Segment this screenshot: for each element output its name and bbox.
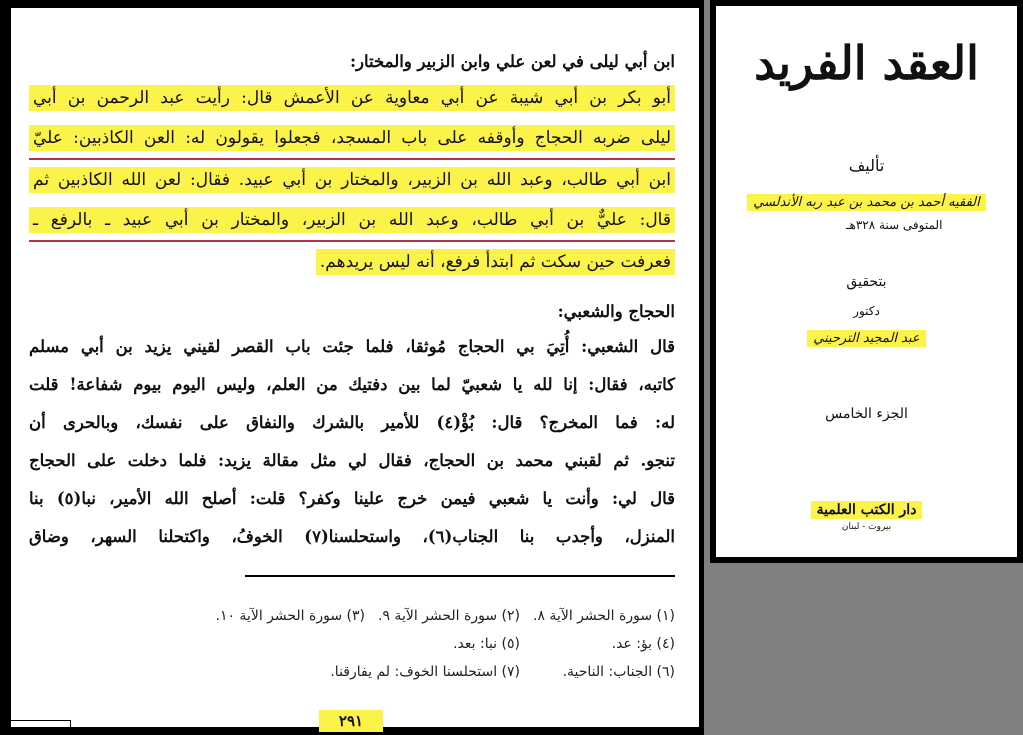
publisher-name: دار الكتب العلمية	[811, 501, 923, 519]
text-line: تنجو. ثم لقبني محمد بن الحجاج، فقال لي مثل مقالة يزيد: فلما دخلت على الحجاج	[29, 451, 675, 470]
book-cover-scan	[710, 0, 1023, 563]
footnote: (٤) بؤ: عد.	[611, 636, 675, 652]
text-line: ليلى ضربه الحجاج وأوقفه على باب المسجد، فجعلوا يقولون له: العن الكاذبين: عليّ	[29, 118, 675, 160]
edited-label: بتحقيق	[846, 274, 887, 290]
footnote-row	[131, 658, 675, 686]
footnote: (٢) سورة الحشر الآية ٩.	[378, 608, 520, 624]
text-line: له: فما المخرج؟ قال: بُؤْ(٤) للأمير بالشرك والنفاق على نفسك، وبالحرى أن	[29, 413, 675, 432]
footnote-row	[131, 630, 675, 658]
cover-title: العقد الفريد	[754, 36, 979, 90]
body-paragraph	[29, 328, 675, 556]
text-line: قال: عليٌّ بن أبي طالب، وعبد الله بن الزبير، والمختار بن أبي عبيد ـ بالرفع ـ	[29, 200, 675, 242]
editor-name: عبد المجيد الترحيني	[807, 330, 925, 347]
footnote: (٧) استحلسنا الخوف: لم يفارقنا.	[330, 664, 520, 680]
editor-line	[716, 328, 1017, 347]
cover-paper	[716, 6, 1017, 557]
death-date: المتوفى سنة ٣٢٨هـ	[846, 218, 943, 232]
section-heading-1: ابن أبي ليلى في لعن علي وابن الزبير والمختار:	[349, 52, 675, 71]
footnote: (١) سورة الحشر الآية ٨.	[533, 608, 675, 624]
author-name: الفقيه أحمد بن محمد بن عبد ربه الأندلسي	[747, 194, 985, 211]
footnote: (٦) الجناب: الناحية.	[562, 664, 675, 680]
by-label: تأليف	[848, 156, 885, 175]
page-number: ٢٩١	[319, 710, 383, 732]
footnotes	[131, 602, 675, 686]
text-line: قال الشعبي: أُتِيَ بي الحجاج مُوثقا، فلما جئت باب القصر لقيني يزيد بن أبي مسلم	[29, 337, 675, 356]
footnote: (٥) نبا: بعد.	[453, 636, 520, 652]
highlighted-paragraph	[29, 78, 675, 282]
text-line: فعرفت حين سكت ثم ابتدأ فرفع، أنه ليس يريدهم.	[29, 242, 675, 282]
page-paper	[8, 8, 699, 730]
author-line	[716, 192, 1017, 211]
section-heading-2: الحجاج والشعبي:	[557, 302, 675, 321]
footnote-row	[131, 602, 675, 630]
text-line: ابن أبي طالب، وعبد الله بن الزبير، والمختار بن أبي عبيد. فقال: لعن الله الكاذبين ثم	[29, 160, 675, 200]
footnote: (٣) سورة الحشر الآية ١٠.	[215, 608, 365, 624]
text-line: قال لي: وأنت يا شعبي فيمن خرج علينا وكفر؟ قلت: أصلح الله الأمير، نبا(٥) بنا	[29, 489, 675, 508]
text-line: أبو بكر بن أبي شيبة عن أبي معاوية عن الأعمش قال: رأيت عبد الرحمن بن أبي	[29, 78, 675, 118]
volume-label: الجزء الخامس	[825, 406, 908, 422]
text-line: المنزل، وأجدب بنا الجناب(٦)، واستحلسنا(٧) الخوفُ، واكتحلنا السهر، وضاق	[29, 527, 676, 546]
text-line: كاتبه، فقال: إنا لله يا شعبيّ لما بين دفتيك من العلم، وليس اليوم بيوم شفاعة! قلت	[29, 375, 675, 394]
scan-corner-mark	[8, 720, 71, 727]
page-body	[29, 46, 675, 556]
doctor-label: دكتور	[853, 304, 880, 318]
publisher-line	[716, 500, 1017, 519]
footnote-divider	[245, 575, 675, 577]
publisher-sub: بيروت - لبنان	[841, 522, 892, 532]
